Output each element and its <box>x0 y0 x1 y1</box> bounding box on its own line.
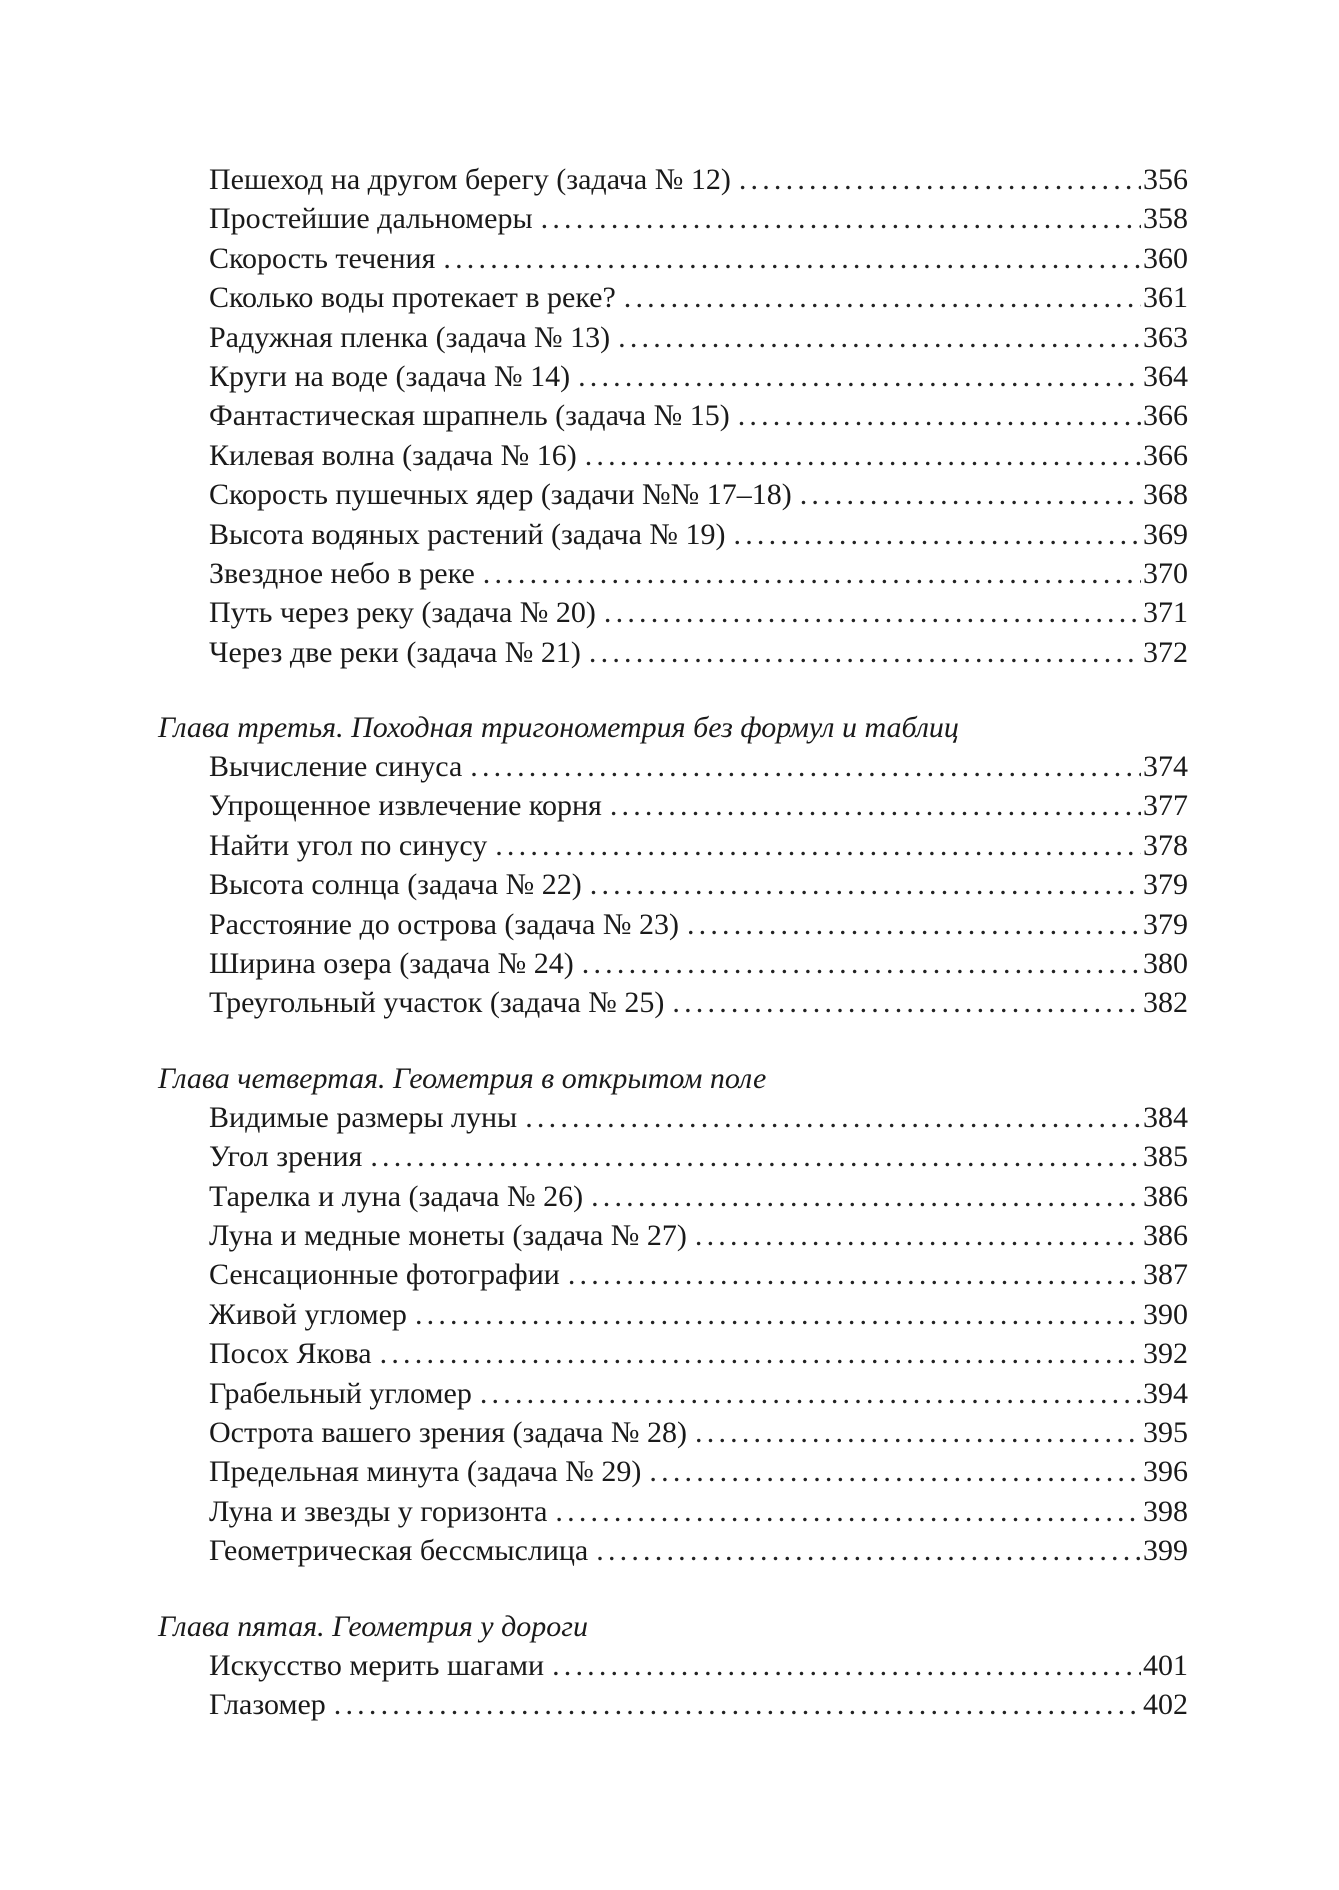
entry-title: Звездное небо в реке <box>209 556 475 590</box>
dot-leader <box>555 1492 1141 1531</box>
toc-entry[interactable] <box>209 593 1188 632</box>
toc-entry[interactable] <box>209 1334 1188 1373</box>
toc-entry[interactable] <box>209 199 1188 238</box>
toc-section <box>158 1059 1188 1571</box>
entry-title: Путь через реку (задача № 20) <box>209 596 596 630</box>
entry-page-number: 368 <box>1143 478 1188 512</box>
entry-page-number: 399 <box>1143 1534 1188 1568</box>
dot-leader <box>604 593 1141 632</box>
entry-title: Треугольный участок (задача № 25) <box>209 986 665 1020</box>
toc-entry[interactable] <box>209 1492 1188 1531</box>
dot-leader <box>672 983 1141 1022</box>
entry-page-number: 396 <box>1143 1455 1188 1489</box>
entry-page-number: 363 <box>1143 320 1188 354</box>
entry-page-number: 379 <box>1143 868 1188 902</box>
entry-page-number: 372 <box>1143 635 1188 669</box>
dot-leader <box>734 515 1141 554</box>
entry-title: Тарелка и луна (задача № 26) <box>209 1179 584 1213</box>
entry-title: Глазомер <box>209 1687 326 1721</box>
dot-leader <box>470 747 1141 786</box>
entry-title: Острота вашего зрения (задача № 28) <box>209 1415 688 1449</box>
toc-entry[interactable] <box>209 1646 1188 1685</box>
entry-page-number: 401 <box>1143 1648 1188 1682</box>
dot-leader <box>739 160 1141 199</box>
toc-entry[interactable] <box>209 396 1188 435</box>
toc-entry[interactable] <box>209 1374 1188 1413</box>
entry-title: Живой угломер <box>209 1297 407 1331</box>
toc-entry[interactable] <box>209 1531 1188 1570</box>
entry-title: Искусство мерить шагами <box>209 1648 545 1682</box>
entry-page-number: 370 <box>1143 556 1188 590</box>
entry-page-number: 374 <box>1143 750 1188 784</box>
toc-entry[interactable] <box>209 1413 1188 1452</box>
dot-leader <box>334 1685 1141 1724</box>
entry-title: Высота солнца (задача № 22) <box>209 868 582 902</box>
entry-page-number: 371 <box>1143 596 1188 630</box>
toc-section <box>158 1607 1188 1725</box>
toc-entry[interactable] <box>209 239 1188 278</box>
toc-entry[interactable] <box>209 1177 1188 1216</box>
dot-leader <box>618 318 1141 357</box>
toc-entry[interactable] <box>209 436 1188 475</box>
entry-page-number: 378 <box>1143 828 1188 862</box>
entry-page-number: 386 <box>1143 1179 1188 1213</box>
entry-page-number: 356 <box>1143 163 1188 196</box>
toc-entry[interactable] <box>209 1255 1188 1294</box>
entry-title: Упрощенное извлечение корня <box>209 789 602 823</box>
entry-page-number: 392 <box>1143 1337 1188 1371</box>
entry-title: Пешеход на другом берегу (задача № 12) <box>209 163 731 196</box>
entry-page-number: 385 <box>1143 1140 1188 1174</box>
dot-leader <box>800 475 1141 514</box>
dot-leader <box>370 1137 1141 1176</box>
toc-entry[interactable] <box>209 1295 1188 1334</box>
entry-page-number: 387 <box>1143 1258 1188 1292</box>
dot-leader <box>610 786 1141 825</box>
dot-leader <box>695 1216 1141 1255</box>
dot-leader <box>578 357 1141 396</box>
entry-page-number: 402 <box>1143 1687 1188 1721</box>
chapter-heading: Глава четвертая. Геометрия в открытом поле <box>158 1061 767 1095</box>
entry-title: Грабельный угломер <box>209 1376 472 1410</box>
entry-page-number: 395 <box>1143 1415 1188 1449</box>
dot-leader <box>568 1255 1141 1294</box>
toc-entry[interactable] <box>209 905 1188 944</box>
entry-title: Радужная пленка (задача № 13) <box>209 320 611 354</box>
toc-entry[interactable] <box>209 554 1188 593</box>
entry-page-number: 394 <box>1143 1376 1188 1410</box>
entry-title: Килевая волна (задача № 16) <box>209 438 577 472</box>
entry-title: Скорость пушечных ядер (задачи №№ 17–18) <box>209 478 792 512</box>
entry-title: Посох Якова <box>209 1337 372 1371</box>
toc-entry[interactable] <box>209 1098 1188 1137</box>
dot-leader <box>582 944 1141 983</box>
dot-leader <box>738 396 1141 435</box>
entry-title: Найти угол по синусу <box>209 828 488 862</box>
toc-entry[interactable] <box>209 865 1188 904</box>
toc-entry[interactable] <box>209 1685 1188 1724</box>
toc-entry[interactable] <box>209 983 1188 1022</box>
dot-leader <box>480 1374 1141 1413</box>
dot-leader <box>443 239 1141 278</box>
dot-leader <box>649 1452 1141 1491</box>
dot-leader <box>590 865 1141 904</box>
dot-leader <box>624 278 1141 317</box>
entry-page-number: 377 <box>1143 789 1188 823</box>
entry-title: Видимые размеры луны <box>209 1100 518 1134</box>
toc-section <box>158 160 1188 672</box>
entry-title: Угол зрения <box>209 1140 363 1174</box>
toc-entry[interactable] <box>209 1216 1188 1255</box>
dot-leader <box>552 1646 1141 1685</box>
toc-entry[interactable] <box>209 318 1188 357</box>
toc-entry[interactable] <box>209 278 1188 317</box>
toc-entry[interactable] <box>209 826 1188 865</box>
dot-leader <box>585 436 1141 475</box>
entry-page-number: 361 <box>1143 281 1188 315</box>
toc-entry[interactable] <box>209 357 1188 396</box>
entry-title: Фантастическая шрапнель (задача № 15) <box>209 399 730 433</box>
table-of-contents <box>158 160 1188 1724</box>
entry-page-number: 398 <box>1143 1494 1188 1528</box>
dot-leader <box>591 1177 1141 1216</box>
toc-entry[interactable] <box>209 475 1188 514</box>
entry-page-number: 364 <box>1143 359 1188 393</box>
dot-leader <box>541 199 1141 238</box>
toc-entry[interactable] <box>209 160 1188 199</box>
entry-title: Ширина озера (задача № 24) <box>209 947 574 981</box>
dot-leader <box>596 1531 1141 1570</box>
entry-page-number: 380 <box>1143 947 1188 981</box>
entry-title: Сенсационные фотографии <box>209 1258 560 1292</box>
entry-title: Луна и звезды у горизонта <box>209 1494 548 1528</box>
entry-title: Круги на воде (задача № 14) <box>209 359 571 393</box>
toc-entry[interactable] <box>209 944 1188 983</box>
toc-entry[interactable] <box>209 515 1188 554</box>
chapter-heading: Глава третья. Походная тригонометрия без формул и таблиц <box>158 711 959 745</box>
chapter-heading: Глава пятая. Геометрия у дороги <box>158 1609 588 1643</box>
entry-title: Сколько воды протекает в реке? <box>209 281 616 315</box>
dot-leader <box>483 554 1141 593</box>
toc-entry[interactable] <box>209 633 1188 672</box>
entry-page-number: 358 <box>1143 202 1188 236</box>
entry-page-number: 384 <box>1143 1100 1188 1134</box>
toc-section <box>158 708 1188 1023</box>
entry-page-number: 369 <box>1143 517 1188 551</box>
entry-title: Простейшие дальномеры <box>209 202 533 236</box>
dot-leader <box>695 1413 1141 1452</box>
dot-leader <box>380 1334 1141 1373</box>
entry-page-number: 366 <box>1143 438 1188 472</box>
entry-title: Вычисление синуса <box>209 750 463 784</box>
dot-leader <box>525 1098 1141 1137</box>
toc-entry[interactable] <box>209 1137 1188 1176</box>
entry-title: Расстояние до острова (задача № 23) <box>209 907 679 941</box>
dot-leader <box>687 905 1141 944</box>
toc-entry[interactable] <box>209 1452 1188 1491</box>
entry-page-number: 360 <box>1143 241 1188 275</box>
dot-leader <box>495 826 1141 865</box>
entry-page-number: 386 <box>1143 1218 1188 1252</box>
entry-title: Геометрическая бессмыслица <box>209 1534 589 1568</box>
entry-page-number: 379 <box>1143 907 1188 941</box>
entry-page-number: 382 <box>1143 986 1188 1020</box>
entry-title: Скорость течения <box>209 241 436 275</box>
dot-leader <box>415 1295 1141 1334</box>
toc-entry[interactable] <box>209 747 1188 786</box>
entry-title: Предельная минута (задача № 29) <box>209 1455 642 1489</box>
entry-title: Высота водяных растений (задача № 19) <box>209 517 726 551</box>
entry-page-number: 366 <box>1143 399 1188 433</box>
entry-title: Луна и медные монеты (задача № 27) <box>209 1218 687 1252</box>
toc-entry[interactable] <box>209 786 1188 825</box>
dot-leader <box>589 633 1141 672</box>
entry-title: Через две реки (задача № 21) <box>209 635 581 669</box>
entry-page-number: 390 <box>1143 1297 1188 1331</box>
